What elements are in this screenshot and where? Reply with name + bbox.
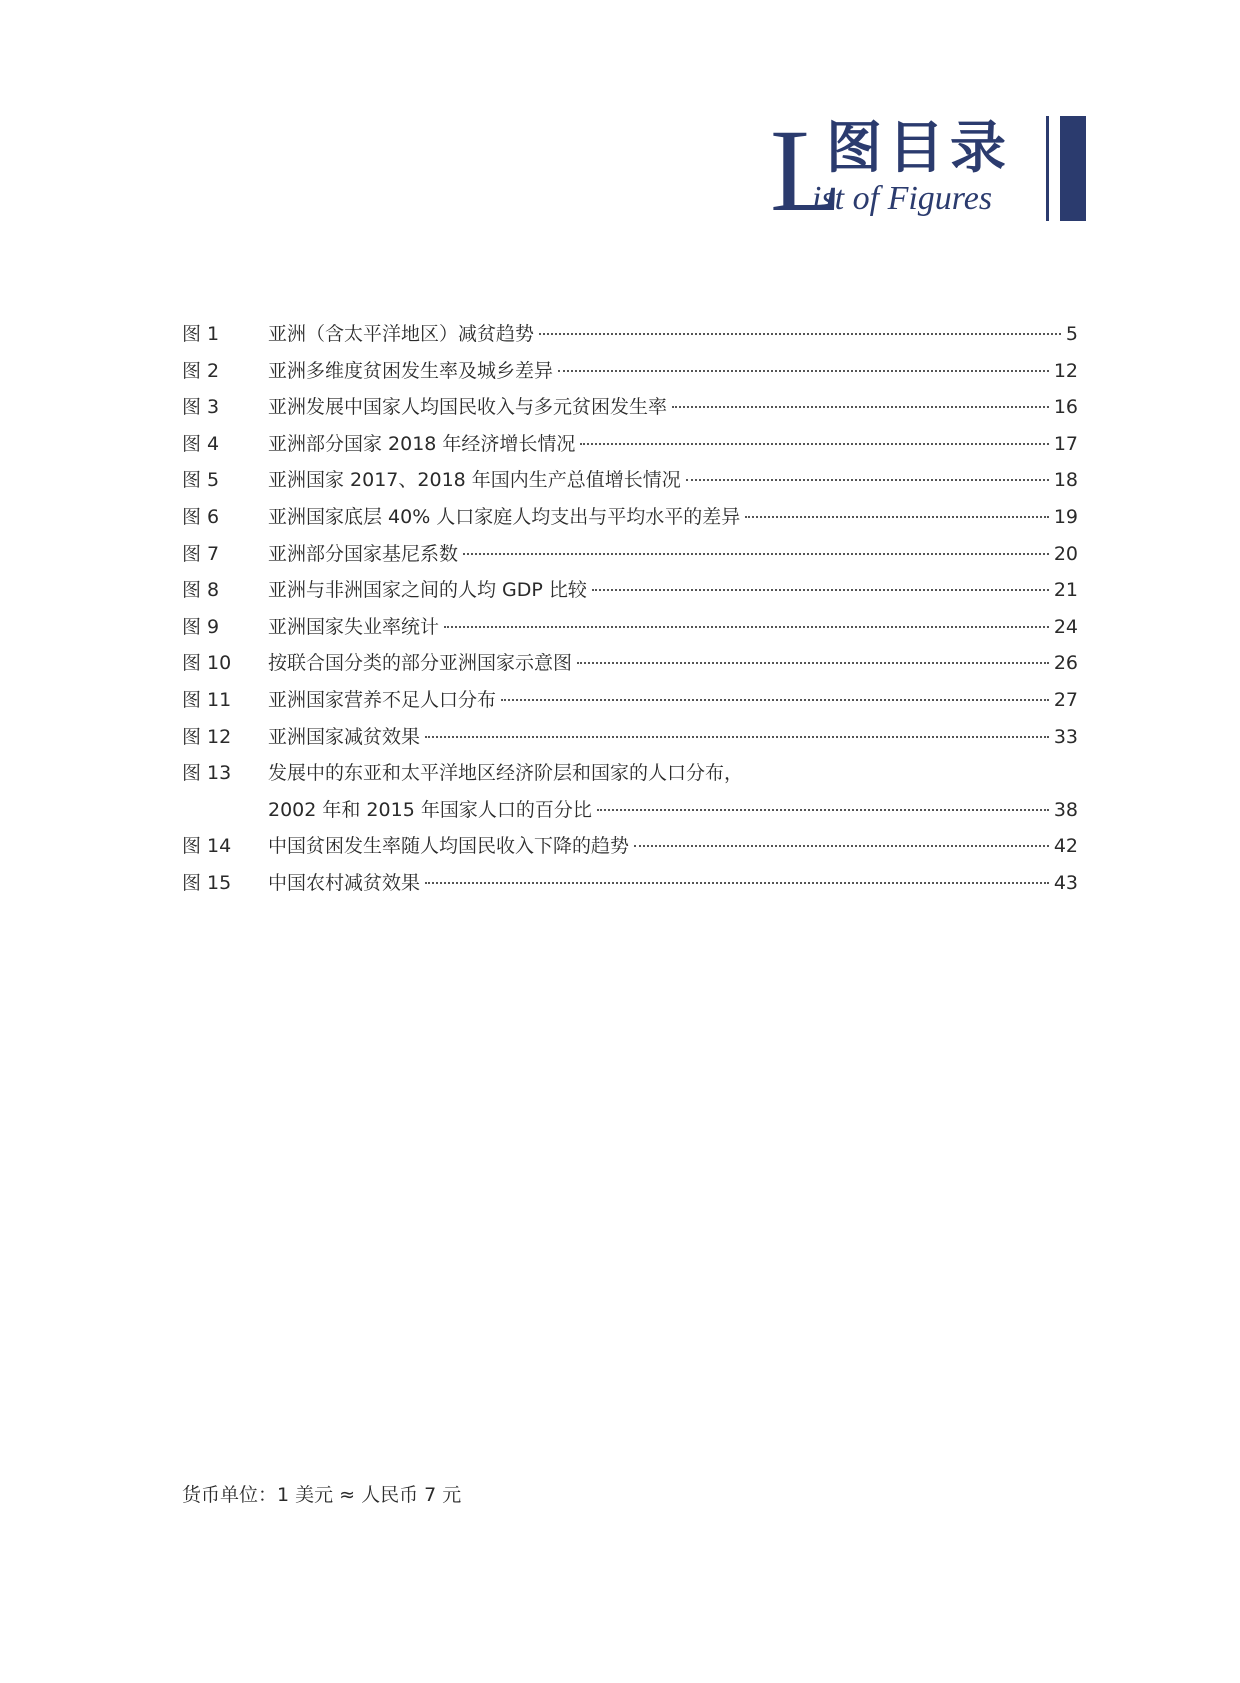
figure-list-item[interactable] bbox=[182, 462, 1078, 499]
figure-title: 中国贫困发生率随人均国民收入下降的趋势 bbox=[268, 835, 630, 858]
figure-number: 图 13 bbox=[182, 762, 232, 785]
figure-number: 图 12 bbox=[182, 725, 232, 748]
page-number: 27 bbox=[1053, 688, 1078, 711]
page-number: 17 bbox=[1053, 432, 1078, 455]
figure-number: 图 5 bbox=[182, 469, 220, 492]
page-header bbox=[0, 0, 1240, 240]
figure-title: 亚洲国家失业率统计 bbox=[268, 615, 440, 638]
figure-title: 亚洲国家 2017、2018 年国内生产总值增长情况 bbox=[268, 469, 681, 492]
dot-leader bbox=[577, 662, 1049, 664]
page-number: 16 bbox=[1053, 396, 1078, 419]
figure-number: 图 14 bbox=[182, 835, 232, 858]
page-number: 19 bbox=[1053, 505, 1078, 528]
figure-title: 亚洲（含太平洋地区）减贫趋势 bbox=[268, 323, 535, 345]
figure-title: 亚洲国家减贫效果 bbox=[268, 725, 421, 748]
page-number: 33 bbox=[1053, 725, 1078, 748]
figure-number: 图 4 bbox=[182, 432, 220, 455]
figure-list-item[interactable] bbox=[182, 572, 1078, 609]
figure-title-line1: 发展中的东亚和太平洋地区经济阶层和国家的人口分布， bbox=[268, 762, 744, 785]
figure-list-item[interactable] bbox=[182, 609, 1078, 646]
page-title: 图目录 bbox=[826, 115, 1012, 181]
figure-number: 图 10 bbox=[182, 652, 232, 675]
figure-number: 图 1 bbox=[182, 323, 220, 345]
figure-title: 亚洲部分国家基尼系数 bbox=[268, 542, 459, 565]
figure-list-item[interactable] bbox=[182, 682, 1078, 719]
figure-list-item[interactable] bbox=[182, 353, 1078, 390]
figure-list bbox=[182, 316, 1078, 902]
page-number: 20 bbox=[1053, 542, 1078, 565]
page-number: 24 bbox=[1053, 615, 1078, 638]
page-number: 5 bbox=[1065, 323, 1078, 345]
dot-leader bbox=[634, 845, 1049, 847]
figure-number: 图 7 bbox=[182, 542, 220, 565]
figure-title: 中国农村减贫效果 bbox=[268, 871, 421, 894]
figure-title: 亚洲与非洲国家之间的人均 GDP 比较 bbox=[268, 579, 587, 602]
figure-list-item[interactable] bbox=[182, 389, 1078, 426]
figure-list-item[interactable] bbox=[182, 645, 1078, 682]
dot-leader bbox=[444, 626, 1049, 628]
figure-list-item[interactable] bbox=[182, 719, 1078, 756]
header-rule-thin bbox=[1046, 116, 1049, 221]
figure-number: 图 8 bbox=[182, 579, 220, 602]
page-subtitle: ist of Figures bbox=[812, 180, 993, 217]
figure-number: 图 2 bbox=[182, 359, 220, 382]
dot-leader bbox=[539, 333, 1061, 335]
figure-list-item[interactable] bbox=[182, 828, 1078, 865]
dot-leader bbox=[425, 882, 1049, 884]
figure-number: 图 11 bbox=[182, 688, 232, 711]
dot-leader bbox=[745, 516, 1049, 518]
page-number: 21 bbox=[1053, 579, 1078, 602]
figure-number: 图 15 bbox=[182, 871, 232, 894]
dot-leader bbox=[597, 809, 1049, 811]
figure-title: 亚洲部分国家 2018 年经济增长情况 bbox=[268, 432, 576, 455]
figure-title: 亚洲国家营养不足人口分布 bbox=[268, 688, 497, 711]
figure-number: 图 3 bbox=[182, 396, 220, 419]
header-rule-thick bbox=[1060, 116, 1086, 221]
figure-title: 2002 年和 2015 年国家人口的百分比 bbox=[268, 798, 592, 821]
figure-number: 图 9 bbox=[182, 615, 220, 638]
page-number: 42 bbox=[1053, 835, 1078, 858]
dot-leader bbox=[580, 443, 1048, 445]
figure-list-item[interactable] bbox=[182, 536, 1078, 573]
dot-leader bbox=[463, 553, 1049, 555]
figure-number: 图 6 bbox=[182, 505, 220, 528]
figure-title: 亚洲发展中国家人均国民收入与多元贫困发生率 bbox=[268, 396, 668, 419]
figure-list-item[interactable] bbox=[182, 865, 1078, 902]
page-number: 12 bbox=[1053, 359, 1078, 382]
page-number: 18 bbox=[1053, 469, 1078, 492]
dot-leader bbox=[501, 699, 1049, 701]
page-number: 38 bbox=[1053, 798, 1078, 821]
figure-list-item[interactable] bbox=[182, 426, 1078, 463]
figure-list-item[interactable] bbox=[182, 316, 1078, 353]
title-initial-letter: L bbox=[770, 105, 843, 236]
figure-title: 亚洲多维度贫困发生率及城乡差异 bbox=[268, 359, 554, 382]
page-number: 26 bbox=[1053, 652, 1078, 675]
dot-leader bbox=[558, 370, 1049, 372]
page-number: 43 bbox=[1053, 871, 1078, 894]
dot-leader bbox=[672, 406, 1049, 408]
dot-leader bbox=[686, 479, 1049, 481]
figure-list-item[interactable] bbox=[182, 499, 1078, 536]
figure-title: 亚洲国家底层 40% 人口家庭人均支出与平均水平的差异 bbox=[268, 505, 741, 528]
dot-leader bbox=[425, 736, 1049, 738]
dot-leader bbox=[592, 589, 1049, 591]
currency-note: 货币单位：1 美元 ≈ 人民币 7 元 bbox=[182, 1484, 462, 1506]
figure-list-item[interactable] bbox=[182, 755, 1078, 828]
figure-title: 按联合国分类的部分亚洲国家示意图 bbox=[268, 652, 573, 675]
